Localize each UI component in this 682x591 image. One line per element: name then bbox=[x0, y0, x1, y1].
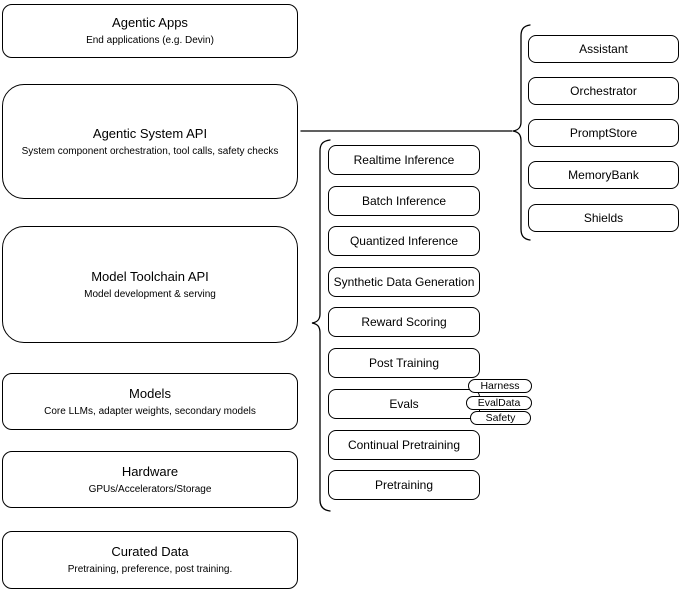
node-title: Hardware bbox=[121, 463, 179, 479]
node-subtitle: Model development & serving bbox=[84, 288, 216, 300]
system-item-memorybank bbox=[528, 161, 679, 189]
toolchain-item-label: Continual Pretraining bbox=[347, 438, 461, 452]
toolchain-item-label: Post Training bbox=[368, 356, 440, 370]
evals-tag-harness bbox=[468, 379, 532, 393]
toolchain-item-evals bbox=[328, 389, 480, 419]
evals-tag-label: Harness bbox=[480, 380, 520, 392]
toolchain-item-label: Reward Scoring bbox=[361, 315, 447, 329]
toolchain-item-batch-inference bbox=[328, 186, 480, 216]
toolchain-item-label: Batch Inference bbox=[361, 194, 447, 208]
system-item-label: Orchestrator bbox=[570, 84, 637, 98]
node-title: Agentic System API bbox=[92, 125, 208, 141]
node-title: Model Toolchain API bbox=[91, 268, 209, 284]
toolchain-item-label: Synthetic Data Generation bbox=[333, 275, 475, 289]
system-item-label: MemoryBank bbox=[568, 168, 639, 182]
node-subtitle: Core LLMs, adapter weights, secondary models bbox=[44, 405, 256, 417]
system-item-label: Shields bbox=[583, 211, 624, 225]
system-item-assistant bbox=[528, 35, 679, 63]
system-item-promptstore bbox=[528, 119, 679, 147]
evals-tag-label: Safety bbox=[485, 412, 516, 424]
node-subtitle: GPUs/Accelerators/Storage bbox=[88, 483, 212, 495]
toolchain-item-label: Realtime Inference bbox=[353, 153, 455, 167]
node-agentic-apps bbox=[2, 4, 298, 58]
system-item-label: PromptStore bbox=[569, 126, 638, 140]
node-subtitle: System component orchestration, tool calls, safety checks bbox=[21, 145, 279, 157]
node-title: Curated Data bbox=[111, 544, 189, 559]
evals-tag-evaldata bbox=[466, 396, 532, 410]
system-item-orchestrator bbox=[528, 77, 679, 105]
node-curated-data bbox=[2, 531, 298, 589]
toolchain-item-synthetic-data-generation bbox=[328, 267, 480, 297]
node-agentic-system-api bbox=[2, 84, 298, 199]
toolchain-item-post-training bbox=[328, 348, 480, 378]
toolchain-item-reward-scoring bbox=[328, 307, 480, 337]
node-subtitle: Pretraining, preference, post training. bbox=[67, 564, 233, 575]
node-title: Agentic Apps bbox=[112, 15, 188, 30]
node-hardware bbox=[2, 451, 298, 508]
toolchain-item-pretraining bbox=[328, 470, 480, 500]
toolchain-item-continual-pretraining bbox=[328, 430, 480, 460]
evals-tag-safety bbox=[470, 411, 531, 425]
system-item-shields bbox=[528, 204, 679, 232]
node-models bbox=[2, 373, 298, 430]
node-subtitle: End applications (e.g. Devin) bbox=[86, 35, 214, 46]
node-title: Models bbox=[129, 385, 171, 401]
node-model-toolchain-api bbox=[2, 226, 298, 343]
system-item-label: Assistant bbox=[579, 42, 628, 56]
toolchain-item-realtime-inference bbox=[328, 145, 480, 175]
toolchain-item-label: Evals bbox=[389, 397, 419, 411]
toolchain-item-label: Pretraining bbox=[374, 478, 434, 492]
evals-tag-label: EvalData bbox=[477, 397, 521, 409]
toolchain-item-label: Quantized Inference bbox=[349, 234, 459, 248]
toolchain-item-quantized-inference bbox=[328, 226, 480, 256]
